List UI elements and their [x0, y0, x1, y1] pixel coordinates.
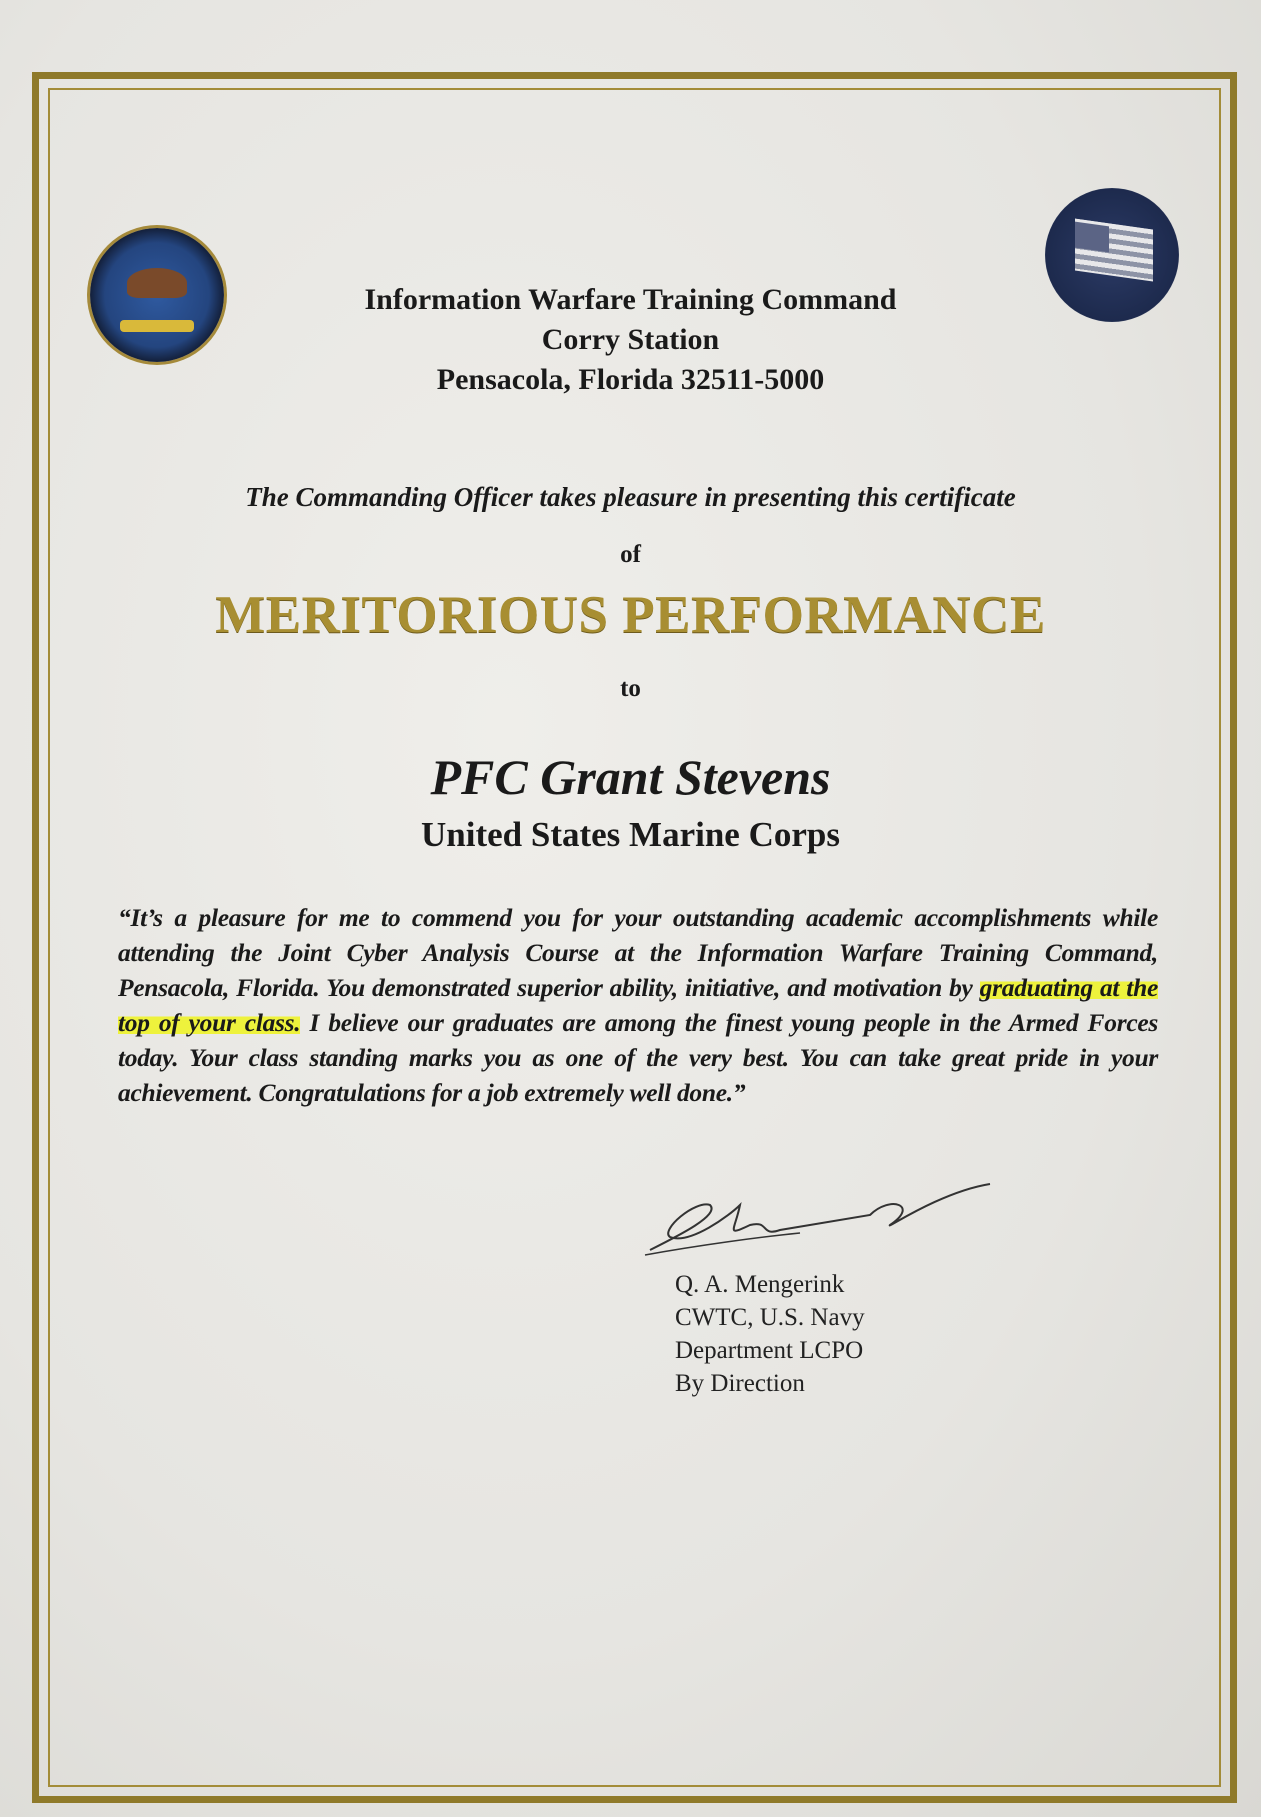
header	[365, 280, 897, 400]
citation-text-end: I believe our graduates are among the finest young people in the Armed Forces today. Your class standing marks you as one of the very best. You can take great pride in your achievement. Congratulations for a job extremely well done.”	[118, 1008, 1158, 1107]
signatory-name: Q. A. Mengerink	[675, 1271, 845, 1298]
eagle-icon	[127, 268, 187, 298]
organization-name: Information Warfare Training Command	[364, 283, 897, 316]
highlighted-text: graduating at the top of your class.	[118, 973, 1158, 1037]
signatory-position: Department LCPO	[675, 1337, 864, 1364]
signature-block	[675, 1268, 865, 1400]
recipient-name: PFC Grant Stevens	[430, 749, 831, 805]
seal-ribbon	[120, 320, 194, 332]
to-text: to	[620, 675, 641, 702]
citation-paragraph	[118, 900, 1158, 1110]
signatory-authority: By Direction	[675, 1370, 805, 1397]
of-text: of	[620, 541, 641, 568]
flag-canton	[1075, 222, 1109, 253]
address: Pensacola, Florida 32511-5000	[436, 363, 825, 396]
citation-text: “It’s a pleasure for me to commend you for your outstanding academic accomplishments while attending the Joint Cyber Analysis Course at the Information Warfare Training Command, Pensacola, Florida. You demonstrated superior ability, initiative, and motivation by	[118, 903, 1158, 1002]
station-name: Corry Station	[541, 323, 720, 356]
signature	[640, 1180, 1000, 1260]
recipient-branch: United States Marine Corps	[421, 815, 840, 854]
signatory-rank: CWTC, U.S. Navy	[675, 1304, 865, 1331]
command-seal-icon	[90, 228, 224, 362]
intro-line: The Commanding Officer takes pleasure in presenting this certificate	[245, 482, 1016, 512]
certificate-title: MERITORIOUS PERFORMANCE	[215, 586, 1046, 644]
flag-seal-icon	[1045, 188, 1179, 322]
